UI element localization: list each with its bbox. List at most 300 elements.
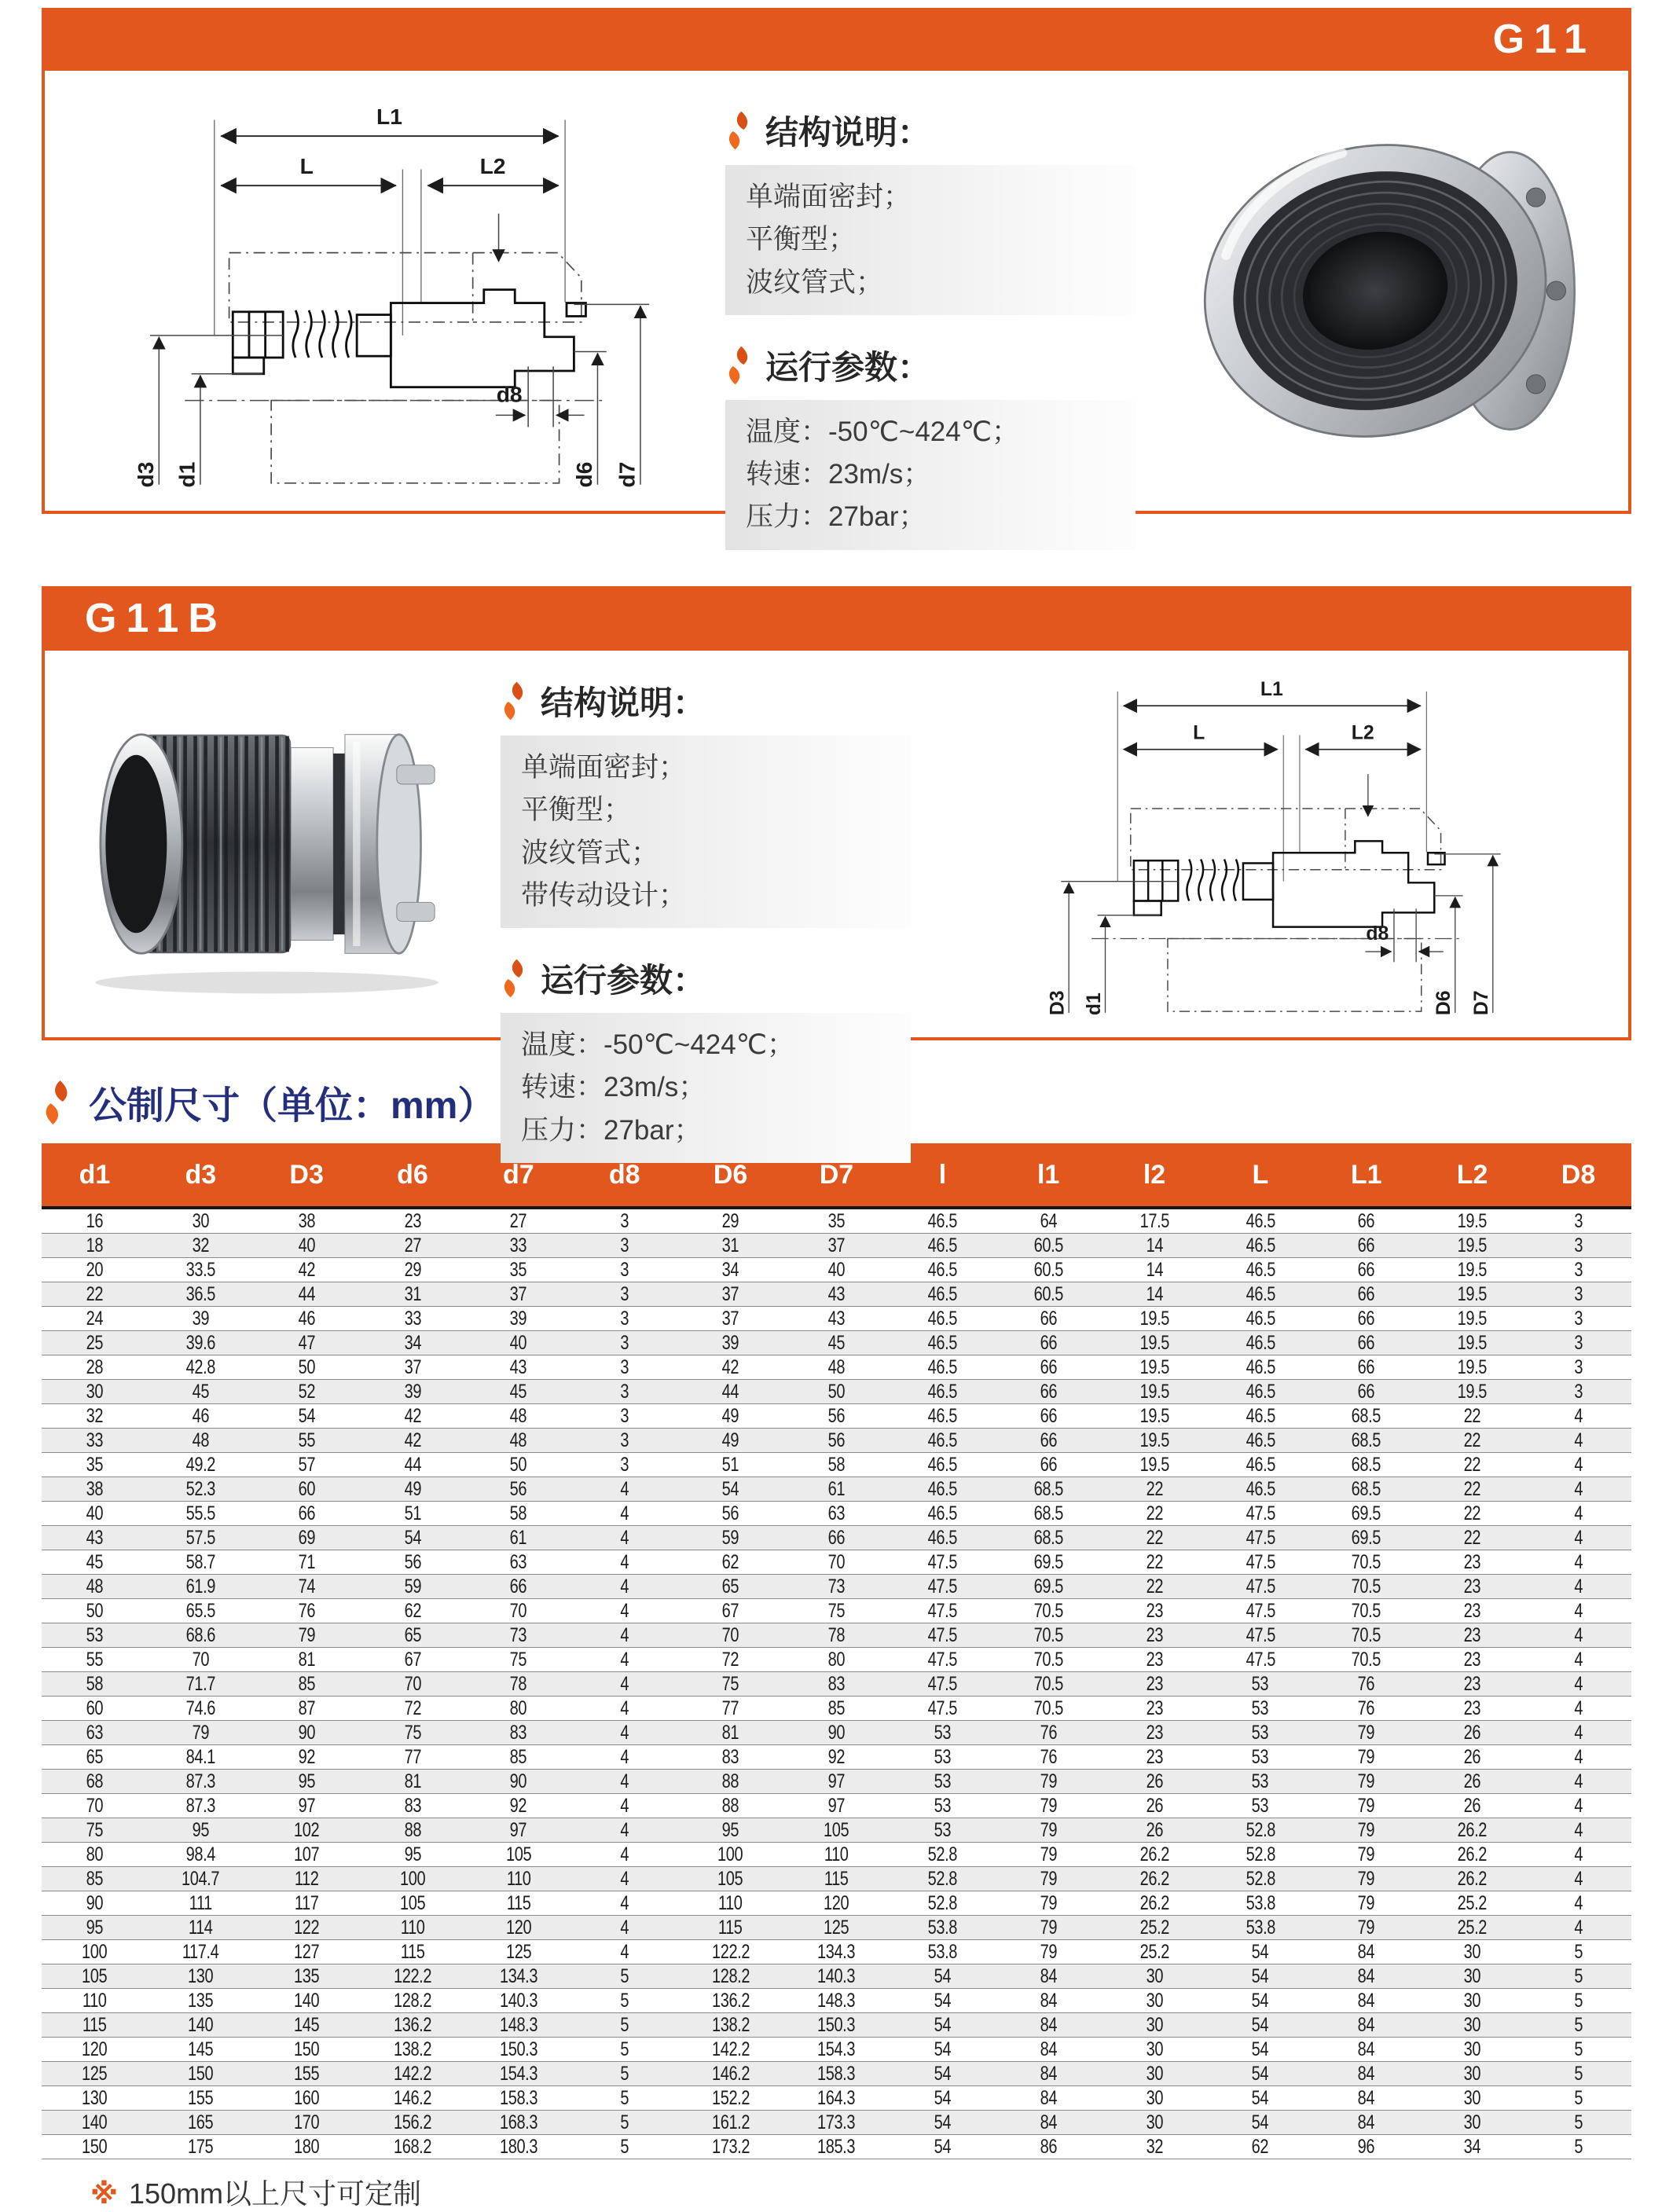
table-cell: 56 <box>465 1477 571 1502</box>
table-cell: 30 <box>1102 2013 1208 2038</box>
table-cell: 155 <box>254 2062 360 2086</box>
table-cell: 97 <box>254 1794 360 1818</box>
table-cell: 97 <box>465 1818 571 1843</box>
table-cell: 125 <box>42 2062 148 2086</box>
table-cell: 26 <box>1419 1721 1525 1745</box>
table-cell: 33 <box>42 1429 148 1453</box>
table-cell: 4 <box>1525 1477 1631 1502</box>
table-cell: 29 <box>677 1208 783 1234</box>
table-cell: 79 <box>1313 1891 1419 1916</box>
table-cell: 58.7 <box>148 1550 254 1575</box>
table-cell: 35 <box>783 1208 890 1234</box>
table-cell: 26.2 <box>1419 1867 1525 1891</box>
table-cell: 79 <box>1313 1916 1419 1940</box>
table-cell: 46.5 <box>890 1453 996 1477</box>
table-cell: 148.3 <box>465 2013 571 2038</box>
table-cell: 46.5 <box>1207 1380 1313 1404</box>
table-cell: 79 <box>1313 1721 1419 1745</box>
table-cell: 3 <box>571 1429 677 1453</box>
table-cell: 53.8 <box>1207 1916 1313 1940</box>
table-cell: 53 <box>890 1794 996 1818</box>
column-header: l2 <box>1102 1143 1208 1208</box>
column-header: L <box>1207 1143 1313 1208</box>
table-cell: 46.5 <box>1207 1282 1313 1307</box>
table-cell: 50 <box>783 1380 890 1404</box>
table-cell: 56 <box>783 1404 890 1429</box>
table-cell: 54 <box>890 1964 996 1989</box>
g11-title: G11 <box>1492 17 1596 62</box>
table-cell: 54 <box>1207 2013 1313 2038</box>
table-cell: 18 <box>42 1234 148 1258</box>
table-cell: 104.7 <box>148 1867 254 1891</box>
table-cell: 3 <box>571 1453 677 1477</box>
table-cell: 128.2 <box>677 1964 783 1989</box>
column-header: d6 <box>360 1143 466 1208</box>
table-cell: 46.5 <box>890 1355 996 1380</box>
table-cell: 88 <box>677 1770 783 1794</box>
table-cell: 70 <box>783 1550 890 1575</box>
text-line: 温度：-50℃~424℃； <box>746 416 1020 447</box>
table-cell: 50 <box>465 1453 571 1477</box>
table-cell: 45 <box>148 1380 254 1404</box>
table-cell: 146.2 <box>677 2062 783 2086</box>
table-cell: 107 <box>254 1843 360 1867</box>
table-cell: 3 <box>571 1331 677 1355</box>
table-cell: 59 <box>677 1526 783 1550</box>
table-cell: 46.5 <box>1207 1234 1313 1258</box>
table-cell: 46.5 <box>1207 1404 1313 1429</box>
table-cell: 49.2 <box>148 1453 254 1477</box>
dimensions-table <box>42 1143 1631 2159</box>
table-cell: 30 <box>1419 2062 1525 2086</box>
table-row <box>42 1989 1631 2013</box>
table-cell: 115 <box>783 1867 890 1891</box>
table-row <box>42 1526 1631 1550</box>
table-cell: 84 <box>1313 1989 1419 2013</box>
table-cell: 62 <box>1207 2135 1313 2159</box>
table-cell: 47.5 <box>1207 1526 1313 1550</box>
table-cell: 48 <box>42 1575 148 1599</box>
table-cell: 66 <box>996 1380 1102 1404</box>
text-line: 单端面密封； <box>746 182 912 212</box>
table-row <box>42 1721 1631 1745</box>
table-cell: 165 <box>148 2111 254 2135</box>
table-cell: 70 <box>677 1623 783 1648</box>
table-cell: 68 <box>42 1770 148 1794</box>
table-cell: 30 <box>148 1208 254 1234</box>
table-cell: 3 <box>1525 1208 1631 1234</box>
table-cell: 68.5 <box>1313 1429 1419 1453</box>
table-row <box>42 1258 1631 1282</box>
table-cell: 3 <box>571 1282 677 1307</box>
table-row <box>42 1672 1631 1697</box>
table-cell: 27 <box>360 1234 466 1258</box>
table-row <box>42 2062 1631 2086</box>
table-cell: 37 <box>677 1282 783 1307</box>
table-cell: 3 <box>571 1380 677 1404</box>
column-header: l1 <box>996 1143 1102 1208</box>
table-cell: 4 <box>1525 1648 1631 1672</box>
table-cell: 54 <box>1207 1964 1313 1989</box>
g11-params-heading <box>725 342 1165 389</box>
table-cell: 22 <box>1419 1502 1525 1526</box>
table-row <box>42 1502 1631 1526</box>
table-cell: 33.5 <box>148 1258 254 1282</box>
table-cell: 17.5 <box>1102 1208 1208 1234</box>
table-cell: 3 <box>1525 1234 1631 1258</box>
table-cell: 39 <box>677 1331 783 1355</box>
table-cell: 19.5 <box>1419 1355 1525 1380</box>
table-cell: 53.8 <box>890 1940 996 1964</box>
table-cell: 19.5 <box>1419 1282 1525 1307</box>
table-cell: 5 <box>1525 2013 1631 2038</box>
table-cell: 75 <box>677 1672 783 1697</box>
d8-dimension <box>1365 908 1443 962</box>
table-cell: 22 <box>1102 1477 1208 1502</box>
table-cell: 5 <box>571 2062 677 2086</box>
table-cell: 58 <box>783 1453 890 1477</box>
table-cell: 87.3 <box>148 1770 254 1794</box>
table-cell: 46.5 <box>1207 1477 1313 1502</box>
table-cell: 22 <box>1419 1526 1525 1550</box>
table-cell: 115 <box>465 1891 571 1916</box>
table-cell: 90 <box>42 1891 148 1916</box>
table-cell: 70 <box>42 1794 148 1818</box>
g11b-banner <box>42 586 1631 651</box>
table-cell: 26 <box>1102 1794 1208 1818</box>
table-cell: 54 <box>890 2135 996 2159</box>
table-cell: 62 <box>677 1550 783 1575</box>
table-cell: 138.2 <box>360 2038 466 2062</box>
table-cell: 98.4 <box>148 1843 254 1867</box>
table-cell: 27 <box>465 1208 571 1234</box>
table-cell: 84.1 <box>148 1745 254 1770</box>
table-cell: 53 <box>1207 1745 1313 1770</box>
table-cell: 22 <box>1419 1429 1525 1453</box>
table-cell: 52.8 <box>1207 1867 1313 1891</box>
table-cell: 47.5 <box>1207 1575 1313 1599</box>
table-cell: 79 <box>996 1843 1102 1867</box>
table-cell: 23 <box>1102 1745 1208 1770</box>
table-cell: 66 <box>996 1331 1102 1355</box>
table-cell: 66 <box>1313 1307 1419 1331</box>
dimensions-section <box>42 1075 1631 2212</box>
table-cell: 100 <box>360 1867 466 1891</box>
column-header: L2 <box>1419 1143 1525 1208</box>
table-cell: 71.7 <box>148 1672 254 1697</box>
column-header: d7 <box>465 1143 571 1208</box>
table-cell: 68.5 <box>1313 1453 1419 1477</box>
table-cell: 4 <box>1525 1550 1631 1575</box>
text-line: 平衡型； <box>746 224 857 255</box>
table-cell: 150.3 <box>783 2013 890 2038</box>
table-cell: 30 <box>1419 1989 1525 2013</box>
table-cell: 16 <box>42 1208 148 1234</box>
table-cell: 72 <box>360 1697 466 1721</box>
table-cell: 46.5 <box>890 1477 996 1502</box>
table-cell: 69.5 <box>1313 1502 1419 1526</box>
table-row <box>42 1964 1631 1989</box>
table-cell: 5 <box>1525 2038 1631 2062</box>
table-cell: 54 <box>1207 2111 1313 2135</box>
catalog-page <box>0 8 1673 2212</box>
table-cell: 112 <box>254 1867 360 1891</box>
table-cell: 54 <box>890 2062 996 2086</box>
table-cell: 57.5 <box>148 1526 254 1550</box>
table-cell: 53 <box>890 1770 996 1794</box>
table-row <box>42 1818 1631 1843</box>
table-row <box>42 1234 1631 1258</box>
table-cell: 48 <box>783 1355 890 1380</box>
table-cell: 3 <box>571 1234 677 1258</box>
table-row <box>42 1745 1631 1770</box>
table-cell: 84 <box>1313 1964 1419 1989</box>
table-cell: 76 <box>1313 1672 1419 1697</box>
table-cell: 54 <box>1207 1940 1313 1964</box>
table-cell: 105 <box>42 1964 148 1989</box>
table-cell: 79 <box>996 1916 1102 1940</box>
table-cell: 142.2 <box>677 2038 783 2062</box>
table-cell: 61 <box>783 1477 890 1502</box>
table-cell: 28 <box>42 1355 148 1380</box>
table-cell: 76 <box>254 1599 360 1623</box>
table-cell: 68.5 <box>996 1477 1102 1502</box>
table-cell: 152.2 <box>677 2086 783 2111</box>
table-cell: 48 <box>148 1429 254 1453</box>
table-cell: 53 <box>42 1623 148 1648</box>
table-cell: 3 <box>571 1208 677 1234</box>
table-cell: 35 <box>42 1453 148 1477</box>
table-cell: 56 <box>783 1429 890 1453</box>
table-cell: 84 <box>996 2111 1102 2135</box>
table-cell: 70 <box>148 1648 254 1672</box>
table-cell: 66 <box>1313 1331 1419 1355</box>
table-cell: 81 <box>360 1770 466 1794</box>
table-cell: 37 <box>783 1234 890 1258</box>
table-cell: 84 <box>1313 2062 1419 2086</box>
table-cell: 70.5 <box>996 1672 1102 1697</box>
table-row <box>42 1453 1631 1477</box>
table-cell: 45 <box>783 1331 890 1355</box>
table-cell: 73 <box>783 1575 890 1599</box>
table-cell: 154.3 <box>465 2062 571 2086</box>
table-cell: 60 <box>254 1477 360 1502</box>
table-cell: 96 <box>1313 2135 1419 2159</box>
table-cell: 30 <box>1102 1989 1208 2013</box>
table-cell: 46.5 <box>890 1429 996 1453</box>
table-cell: 127 <box>254 1940 360 1964</box>
table-cell: 70.5 <box>1313 1648 1419 1672</box>
table-cell: 66 <box>1313 1355 1419 1380</box>
table-cell: 175 <box>148 2135 254 2159</box>
table-row <box>42 1355 1631 1380</box>
table-cell: 154.3 <box>783 2038 890 2062</box>
table-cell: 68.5 <box>1313 1477 1419 1502</box>
table-cell: 3 <box>571 1307 677 1331</box>
table-cell: 4 <box>1525 1453 1631 1477</box>
table-cell: 146.2 <box>360 2086 466 2111</box>
table-cell: 32 <box>42 1404 148 1429</box>
table-cell: 32 <box>1102 2135 1208 2159</box>
table-cell: 40 <box>783 1258 890 1282</box>
table-cell: 4 <box>571 1843 677 1867</box>
drive-pin <box>397 902 435 921</box>
table-cell: 125 <box>465 1940 571 1964</box>
table-cell: 26.2 <box>1102 1891 1208 1916</box>
table-cell: 3 <box>1525 1380 1631 1404</box>
table-cell: 95 <box>360 1843 466 1867</box>
table-cell: 23 <box>1102 1721 1208 1745</box>
table-cell: 48 <box>465 1429 571 1453</box>
table-cell: 97 <box>783 1770 890 1794</box>
g11b-product-photo <box>45 651 501 1037</box>
table-cell: 47.5 <box>1207 1599 1313 1623</box>
g11-text-column <box>725 71 1165 533</box>
photo-shadow <box>95 972 438 994</box>
table-cell: 79 <box>996 1770 1102 1794</box>
table-cell: 23 <box>1419 1575 1525 1599</box>
table-cell: 84 <box>1313 2013 1419 2038</box>
table-cell: 44 <box>254 1282 360 1307</box>
structure-heading-label: 结构说明： <box>541 684 706 721</box>
table-cell: 14 <box>1102 1258 1208 1282</box>
table-cell: 79 <box>254 1623 360 1648</box>
table-cell: 4 <box>1525 1623 1631 1648</box>
text-line: 波纹管式； <box>521 837 659 868</box>
table-cell: 46.5 <box>1207 1355 1313 1380</box>
table-cell: 79 <box>996 1867 1102 1891</box>
table-cell: 168.2 <box>360 2135 466 2159</box>
table-cell: 3 <box>1525 1282 1631 1307</box>
g11-technical-drawing <box>45 71 725 511</box>
table-cell: 105 <box>677 1867 783 1891</box>
table-cell: 23 <box>1102 1697 1208 1721</box>
table-cell: 46.5 <box>890 1282 996 1307</box>
table-cell: 3 <box>571 1355 677 1380</box>
table-cell: 22 <box>1102 1575 1208 1599</box>
table-cell: 140 <box>148 2013 254 2038</box>
table-cell: 4 <box>1525 1575 1631 1599</box>
table-cell: 19.5 <box>1419 1234 1525 1258</box>
table-cell: 4 <box>571 1818 677 1843</box>
dim-label-d1: d1 <box>1083 992 1105 1016</box>
table-cell: 5 <box>1525 2086 1631 2111</box>
table-cell: 85 <box>254 1672 360 1697</box>
table-cell: 44 <box>360 1453 466 1477</box>
table-cell: 130 <box>42 2086 148 2111</box>
table-cell: 76 <box>1313 1697 1419 1721</box>
table-cell: 22 <box>1419 1404 1525 1429</box>
table-cell: 19.5 <box>1102 1331 1208 1355</box>
table-cell: 54 <box>360 1526 466 1550</box>
table-cell: 26 <box>1419 1745 1525 1770</box>
table-cell: 66 <box>465 1575 571 1599</box>
column-header: L1 <box>1313 1143 1419 1208</box>
table-cell: 31 <box>360 1282 466 1307</box>
table-cell: 102 <box>254 1818 360 1843</box>
table-cell: 79 <box>996 1891 1102 1916</box>
table-cell: 30 <box>1419 2086 1525 2111</box>
table-cell: 23 <box>1419 1648 1525 1672</box>
table-cell: 25.2 <box>1102 1940 1208 1964</box>
table-cell: 122 <box>254 1916 360 1940</box>
table-cell: 54 <box>677 1477 783 1502</box>
table-cell: 38 <box>42 1477 148 1502</box>
table-cell: 53 <box>1207 1770 1313 1794</box>
table-cell: 42 <box>360 1404 466 1429</box>
table-cell: 92 <box>465 1794 571 1818</box>
table-cell: 85 <box>465 1745 571 1770</box>
table-cell: 122.2 <box>360 1964 466 1989</box>
table-cell: 148.3 <box>783 1989 890 2013</box>
table-cell: 68.6 <box>148 1623 254 1648</box>
table-cell: 47.5 <box>1207 1502 1313 1526</box>
table-row <box>42 1550 1631 1575</box>
dim-label-L2: L2 <box>479 153 506 179</box>
table-cell: 26.2 <box>1419 1843 1525 1867</box>
text-line: 压力：27bar； <box>521 1114 702 1146</box>
table-cell: 130 <box>148 1964 254 1989</box>
table-row <box>42 1940 1631 1964</box>
table-cell: 45 <box>42 1550 148 1575</box>
table-cell: 46.5 <box>890 1502 996 1526</box>
table-cell: 79 <box>1313 1770 1419 1794</box>
table-cell: 95 <box>148 1818 254 1843</box>
table-cell: 83 <box>677 1745 783 1770</box>
table-cell: 65 <box>360 1623 466 1648</box>
table-cell: 19.5 <box>1419 1307 1525 1331</box>
flame-icon <box>42 1080 72 1125</box>
table-cell: 90 <box>465 1770 571 1794</box>
table-cell: 84 <box>996 2086 1102 2111</box>
table-cell: 81 <box>677 1721 783 1745</box>
table-cell: 80 <box>465 1697 571 1721</box>
table-cell: 4 <box>571 1697 677 1721</box>
table-row <box>42 2135 1631 2159</box>
table-cell: 4 <box>571 1770 677 1794</box>
table-cell: 81 <box>254 1648 360 1672</box>
table-cell: 58 <box>465 1502 571 1526</box>
table-cell: 150 <box>148 2062 254 2086</box>
text-line: 波纹管式； <box>746 266 884 298</box>
table-cell: 65 <box>677 1575 783 1599</box>
table-cell: 155 <box>148 2086 254 2111</box>
table-cell: 79 <box>996 1940 1102 1964</box>
table-cell: 92 <box>254 1745 360 1770</box>
column-header: D8 <box>1525 1143 1631 1208</box>
params-heading-label: 运行参数： <box>541 962 706 999</box>
column-header: l <box>890 1143 996 1208</box>
table-cell: 105 <box>783 1818 890 1843</box>
table-cell: 30 <box>1102 1964 1208 1989</box>
table-cell: 90 <box>254 1721 360 1745</box>
table-cell: 75 <box>42 1818 148 1843</box>
table-cell: 83 <box>783 1672 890 1697</box>
table-cell: 5 <box>571 1989 677 2013</box>
table-cell: 4 <box>571 1891 677 1916</box>
table-cell: 47.5 <box>890 1672 996 1697</box>
table-cell: 19.5 <box>1102 1429 1208 1453</box>
table-cell: 68.5 <box>996 1526 1102 1550</box>
dim-label-d6: d6 <box>571 461 596 488</box>
table-cell: 4 <box>1525 1502 1631 1526</box>
table-cell: 5 <box>1525 1940 1631 1964</box>
table-cell: 31 <box>677 1234 783 1258</box>
dim-label-L: L <box>1192 722 1205 744</box>
table-cell: 54 <box>1207 2038 1313 2062</box>
table-cell: 23 <box>1102 1623 1208 1648</box>
g11-section <box>42 8 1631 533</box>
